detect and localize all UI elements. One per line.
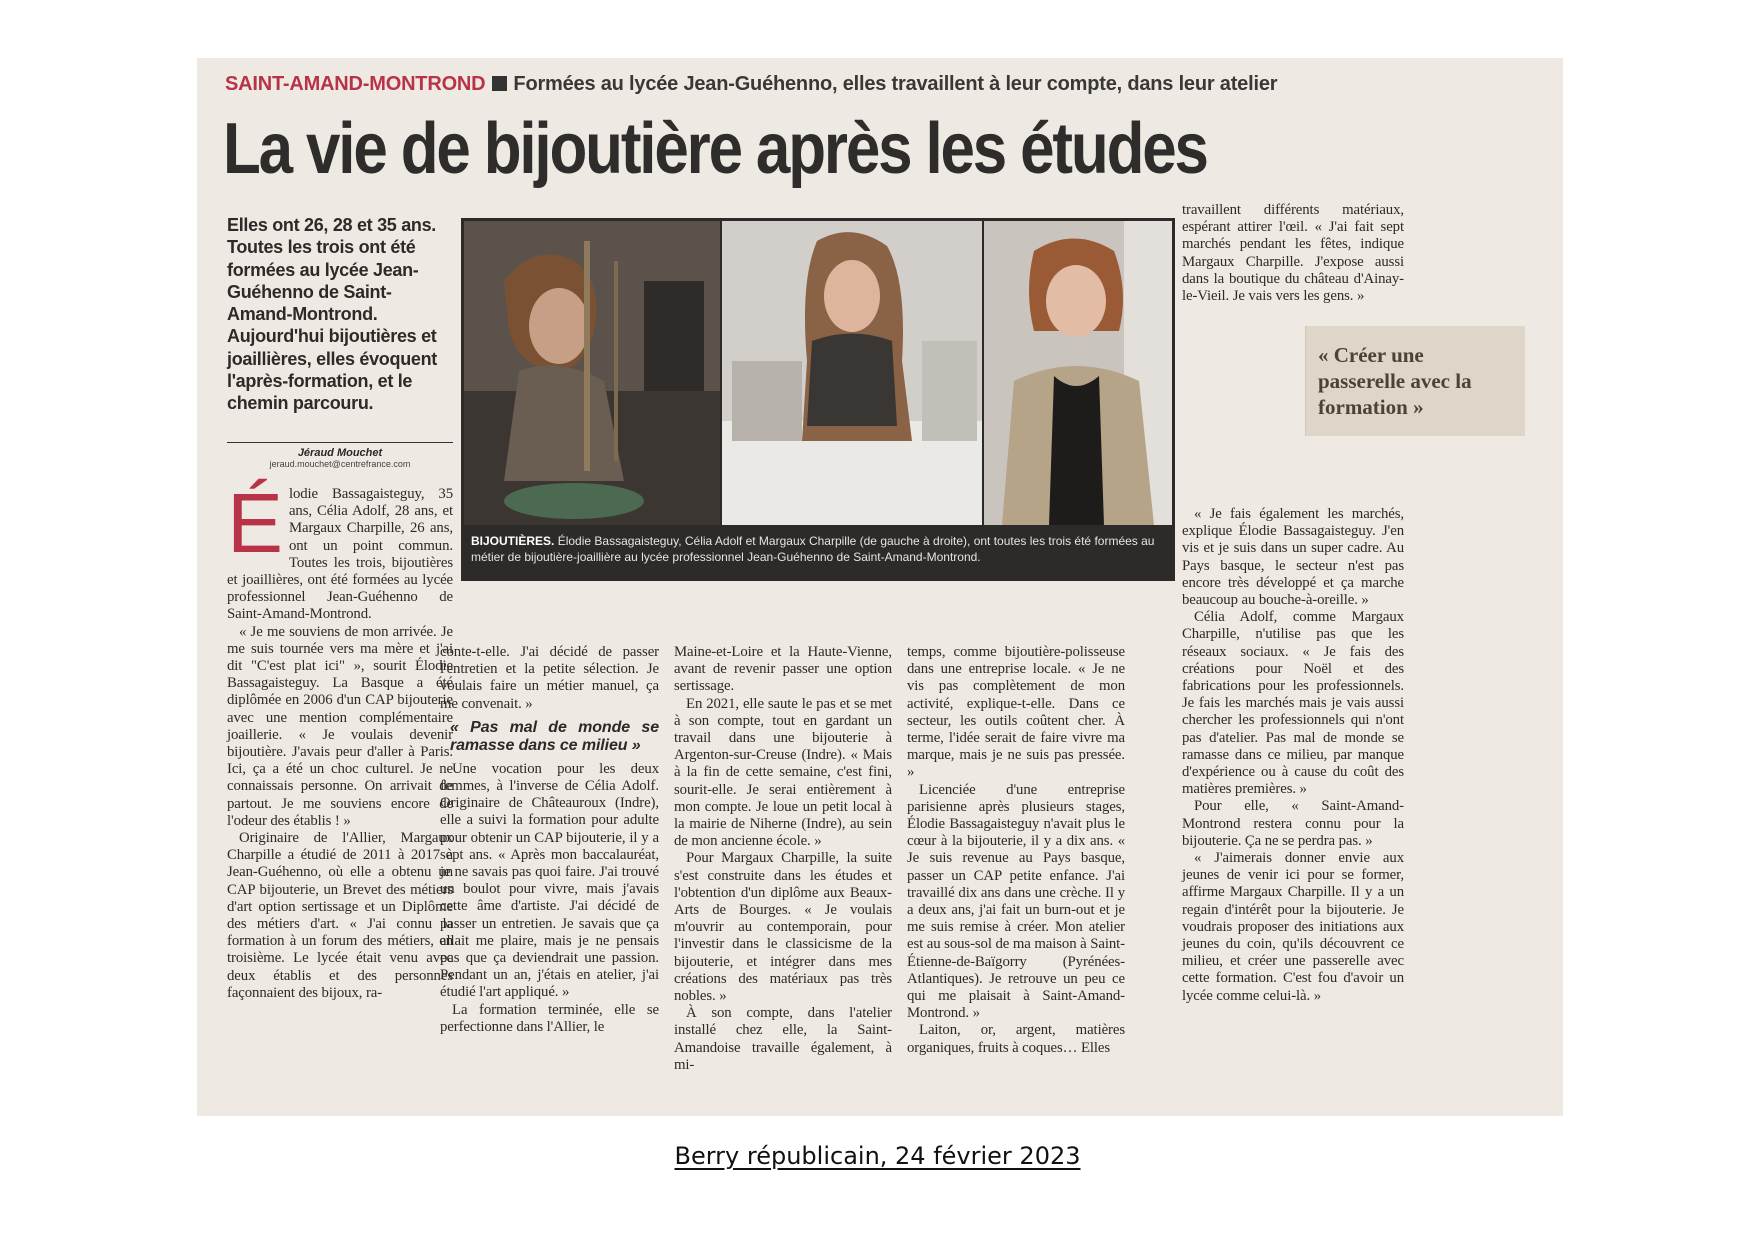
col5-paragraph: Pour elle, « Saint-Amand-Montrond restera connu pour la bijouterie. Ça ne se perdra pas. » xyxy=(1182,798,1404,849)
photo-caption xyxy=(471,533,1165,565)
col3-paragraph: À son compte, dans l'atelier installé chez elle, la Saint-Amandoise travaille également, à mi- xyxy=(674,1005,892,1073)
drop-cap: É xyxy=(227,476,283,570)
column-2 xyxy=(440,644,659,1036)
col3-paragraph: Pour Margaux Charpille, la suite s'est construite dans les études et l'obtention d'un diplôme aux Beaux-Arts de Bourges. « Je voulais m'ouvrir au contemporain, pour l'investir dans le classicisme de la bijouterie, et intégrer dans mes créations des matériaux pas très nobles. » xyxy=(674,850,892,1005)
author-email: jeraud.mouchet@centrefrance.com xyxy=(269,459,411,469)
col1-paragraph: Originaire de l'Allier, Margaux Charpille a étudié de 2011 à 2017 à Jean-Guéhenno, où elle a obtenu un CAP bijouterie, un Brevet des métiers d'art option sertissage et un Diplôme des métiers d'art. « J'ai connu la formation à un forum des métiers, en troisième. Le lycée était venu avec deux établis et des personnes façonnaient des bijoux, ra- xyxy=(227,830,453,1001)
column-5-bottom xyxy=(1182,506,1404,1005)
col1-lead: lodie Bassagaisteguy, 35 ans, Célia Adolf, 28 ans, et Margaux Charpille, 26 ans, ont un point commun. Toutes les trois, bijoutières et joaillières, ont été formées au lycée professionnel Jean-Guéhenno de Saint-Amand-Montrond. xyxy=(227,486,453,623)
col5-paragraph: « J'aimerais donner envie aux jeunes de venir ici pour se former, affirme Margaux Charpille. Il y a un regain d'intérêt pour la bijouterie. Je voudrais proposer des initiations aux jeunes du coin, qu'ils découvrent ce milieu, et créer une passerelle avec cette formation. C'est fou d'avoir un lycée comme celui-là. » xyxy=(1182,850,1404,1004)
col4-paragraph: Licenciée d'une entreprise parisienne après plusieurs stages, Élodie Bassagaisteguy n'avait plus le cœur à la bijouterie, il y a dix ans. « Je suis revenue au Pays basque, passer un CAP petite enfance. J'ai travaillé dix ans dans une crèche. Il y a deux ans, j'ai fait un burn-out et je me suis remise à créer. Mon atelier est au sous-sol de ma maison à Saint-Étienne-de-Baïgorry (Pyrénées-Atlantiques). Je retrouve un peu ce qui me plaisait à Saint-Amand-Montrond. » xyxy=(907,781,1125,1022)
photo-margaux-smiling xyxy=(984,221,1172,525)
col3-paragraph: En 2021, elle saute le pas et se met à son compte, tout en gardant un travail dans une bijouterie à Argenton-sur-Creuse (Indre). « Mais à la fin de cette semaine, c'est fini, sourit-elle. Je serai entièrement à mon compte. Je loue un petit local à la mairie de Niherne (Indre), au sein de mon ancienne école. » xyxy=(674,695,892,850)
col3-paragraph: Maine-et-Loire et la Haute-Vienne, avant de revenir passer une option sertissage. xyxy=(674,644,892,695)
caption-label: BIJOUTIÈRES. xyxy=(471,534,555,548)
headline: La vie de bijoutière après les études xyxy=(223,109,1207,189)
col4-paragraph: temps, comme bijoutière-polisseuse dans une entreprise locale. « Je ne vis pas complètement de mon activité, explique-t-elle. Dans ce secteur, les outils coûtent cher. À terme, l'idée serait de faire vivre ma marque, mais je ne suis pas pressée. » xyxy=(907,644,1125,781)
square-bullet-icon xyxy=(492,76,507,91)
col2-paragraph: Une vocation pour les deux femmes, à l'inverse de Célia Adolf. Originaire de Châteauroux (Indre), elle a suivi la formation pour adulte pour obtenir un CAP bijouterie, il y a sept ans. « Après mon baccalauréat, je ne savais pas quoi faire. J'ai trouvé un boulot pour vivre, mais j'avais cette âme d'artiste. J'ai décidé de passer un entretien. Je savais que ça allait me plaire, mais je ne pensais pas que ça deviendrait une passion. Pendant un an, j'étais en atelier, j'ai étudié l'art appliqué. » xyxy=(440,760,659,1001)
photo-celia-in-shop xyxy=(722,221,982,525)
column-1 xyxy=(227,446,453,1002)
col5-paragraph: travaillent différents matériaux, espérant attirer l'œil. « J'ai fait sept marchés pendant les fêtes, indique Margaux Charpille. J'expose aussi dans la boutique du château d'Ainay-le-Vieil. Je vais vers les gens. » xyxy=(1182,202,1404,305)
col4-paragraph: Laiton, or, argent, matières organiques, fruits à coques… Elles xyxy=(907,1022,1125,1056)
col2-paragraph: La formation terminée, elle se perfectionne dans l'Allier, le xyxy=(440,1001,659,1035)
col1-paragraph: « Je me souviens de mon arrivée. Je me suis tournée vers ma mère et j'ai dit "C'est plat ici" », sourit Élodie Bassagaisteguy. La Basque a été diplômée en 2006 d'un CAP bijouterie avec une mention complémentaire joaillerie. « Je voulais devenir bijoutière. J'avais peur d'aller à Paris. Ici, ça a été un choc culturel. Je ne connaissais personne. On arrivait de partout. Je me souviens encore de l'odeur des établis ! » xyxy=(227,623,453,829)
author-name: Jéraud Mouchet xyxy=(297,447,383,459)
photo-strip xyxy=(461,218,1175,581)
subheading: « Pas mal de monde se ramasse dans ce milieu » xyxy=(450,718,659,754)
kicker xyxy=(225,73,1277,96)
pull-quote: « Créer une passerelle avec la formation » xyxy=(1305,326,1525,436)
col2-paragraph: conte-t-elle. J'ai décidé de passer l'entretien et la petite sélection. Je voulais faire un métier manuel, ça me convenait. » xyxy=(440,644,659,712)
photo-elodie-at-workbench xyxy=(464,221,720,525)
col5-paragraph: Célia Adolf, comme Margaux Charpille, n'utilise pas que les réseaux sociaux. « Je fais des créations pour Noël et des fabrications pour les professionnels. Je fais les marchés mais je vais aussi chercher les professionnels qui n'ont pas d'atelier. Pas mal de monde se ramasse dans ce milieu, par manque d'expérience ou à cause du coût des matières premières. » xyxy=(1182,609,1404,798)
source-caption xyxy=(0,1142,1755,1170)
chapo-lead: Elles ont 26, 28 et 35 ans. Toutes les trois ont été formées au lycée Jean-Guéhenno de Saint-Amand-Montrond. Aujourd'hui bijoutières et joaillières, elles évoquent l'après-formation, et le chemin parcouru. xyxy=(227,215,437,414)
kicker-place: SAINT-AMAND-MONTROND xyxy=(225,73,486,95)
column-3 xyxy=(674,644,892,1074)
col5-paragraph: « Je fais également les marchés, explique Élodie Bassagaisteguy. J'en vis et je suis dans un super cadre. Au Pays basque, le secteur n'est pas encore très développé et ça marche beaucoup au bouche-à-oreille. » xyxy=(1182,506,1404,609)
column-5-top xyxy=(1182,202,1404,305)
source-text: Berry républicain, 24 février 2023 xyxy=(674,1142,1081,1170)
kicker-subtitle: Formées au lycée Jean-Guéhenno, elles travaillent à leur compte, dans leur atelier xyxy=(513,73,1278,95)
column-4 xyxy=(907,644,1125,1057)
newspaper-clipping xyxy=(197,58,1563,1116)
caption-text: Élodie Bassagaisteguy, Célia Adolf et Margaux Charpille (de gauche à droite), ont toutes les trois été formées au métier de bijoutière-joaillière au lycée professionnel Jean-Guéhenno de Saint-Amand-Montrond. xyxy=(471,534,1155,564)
